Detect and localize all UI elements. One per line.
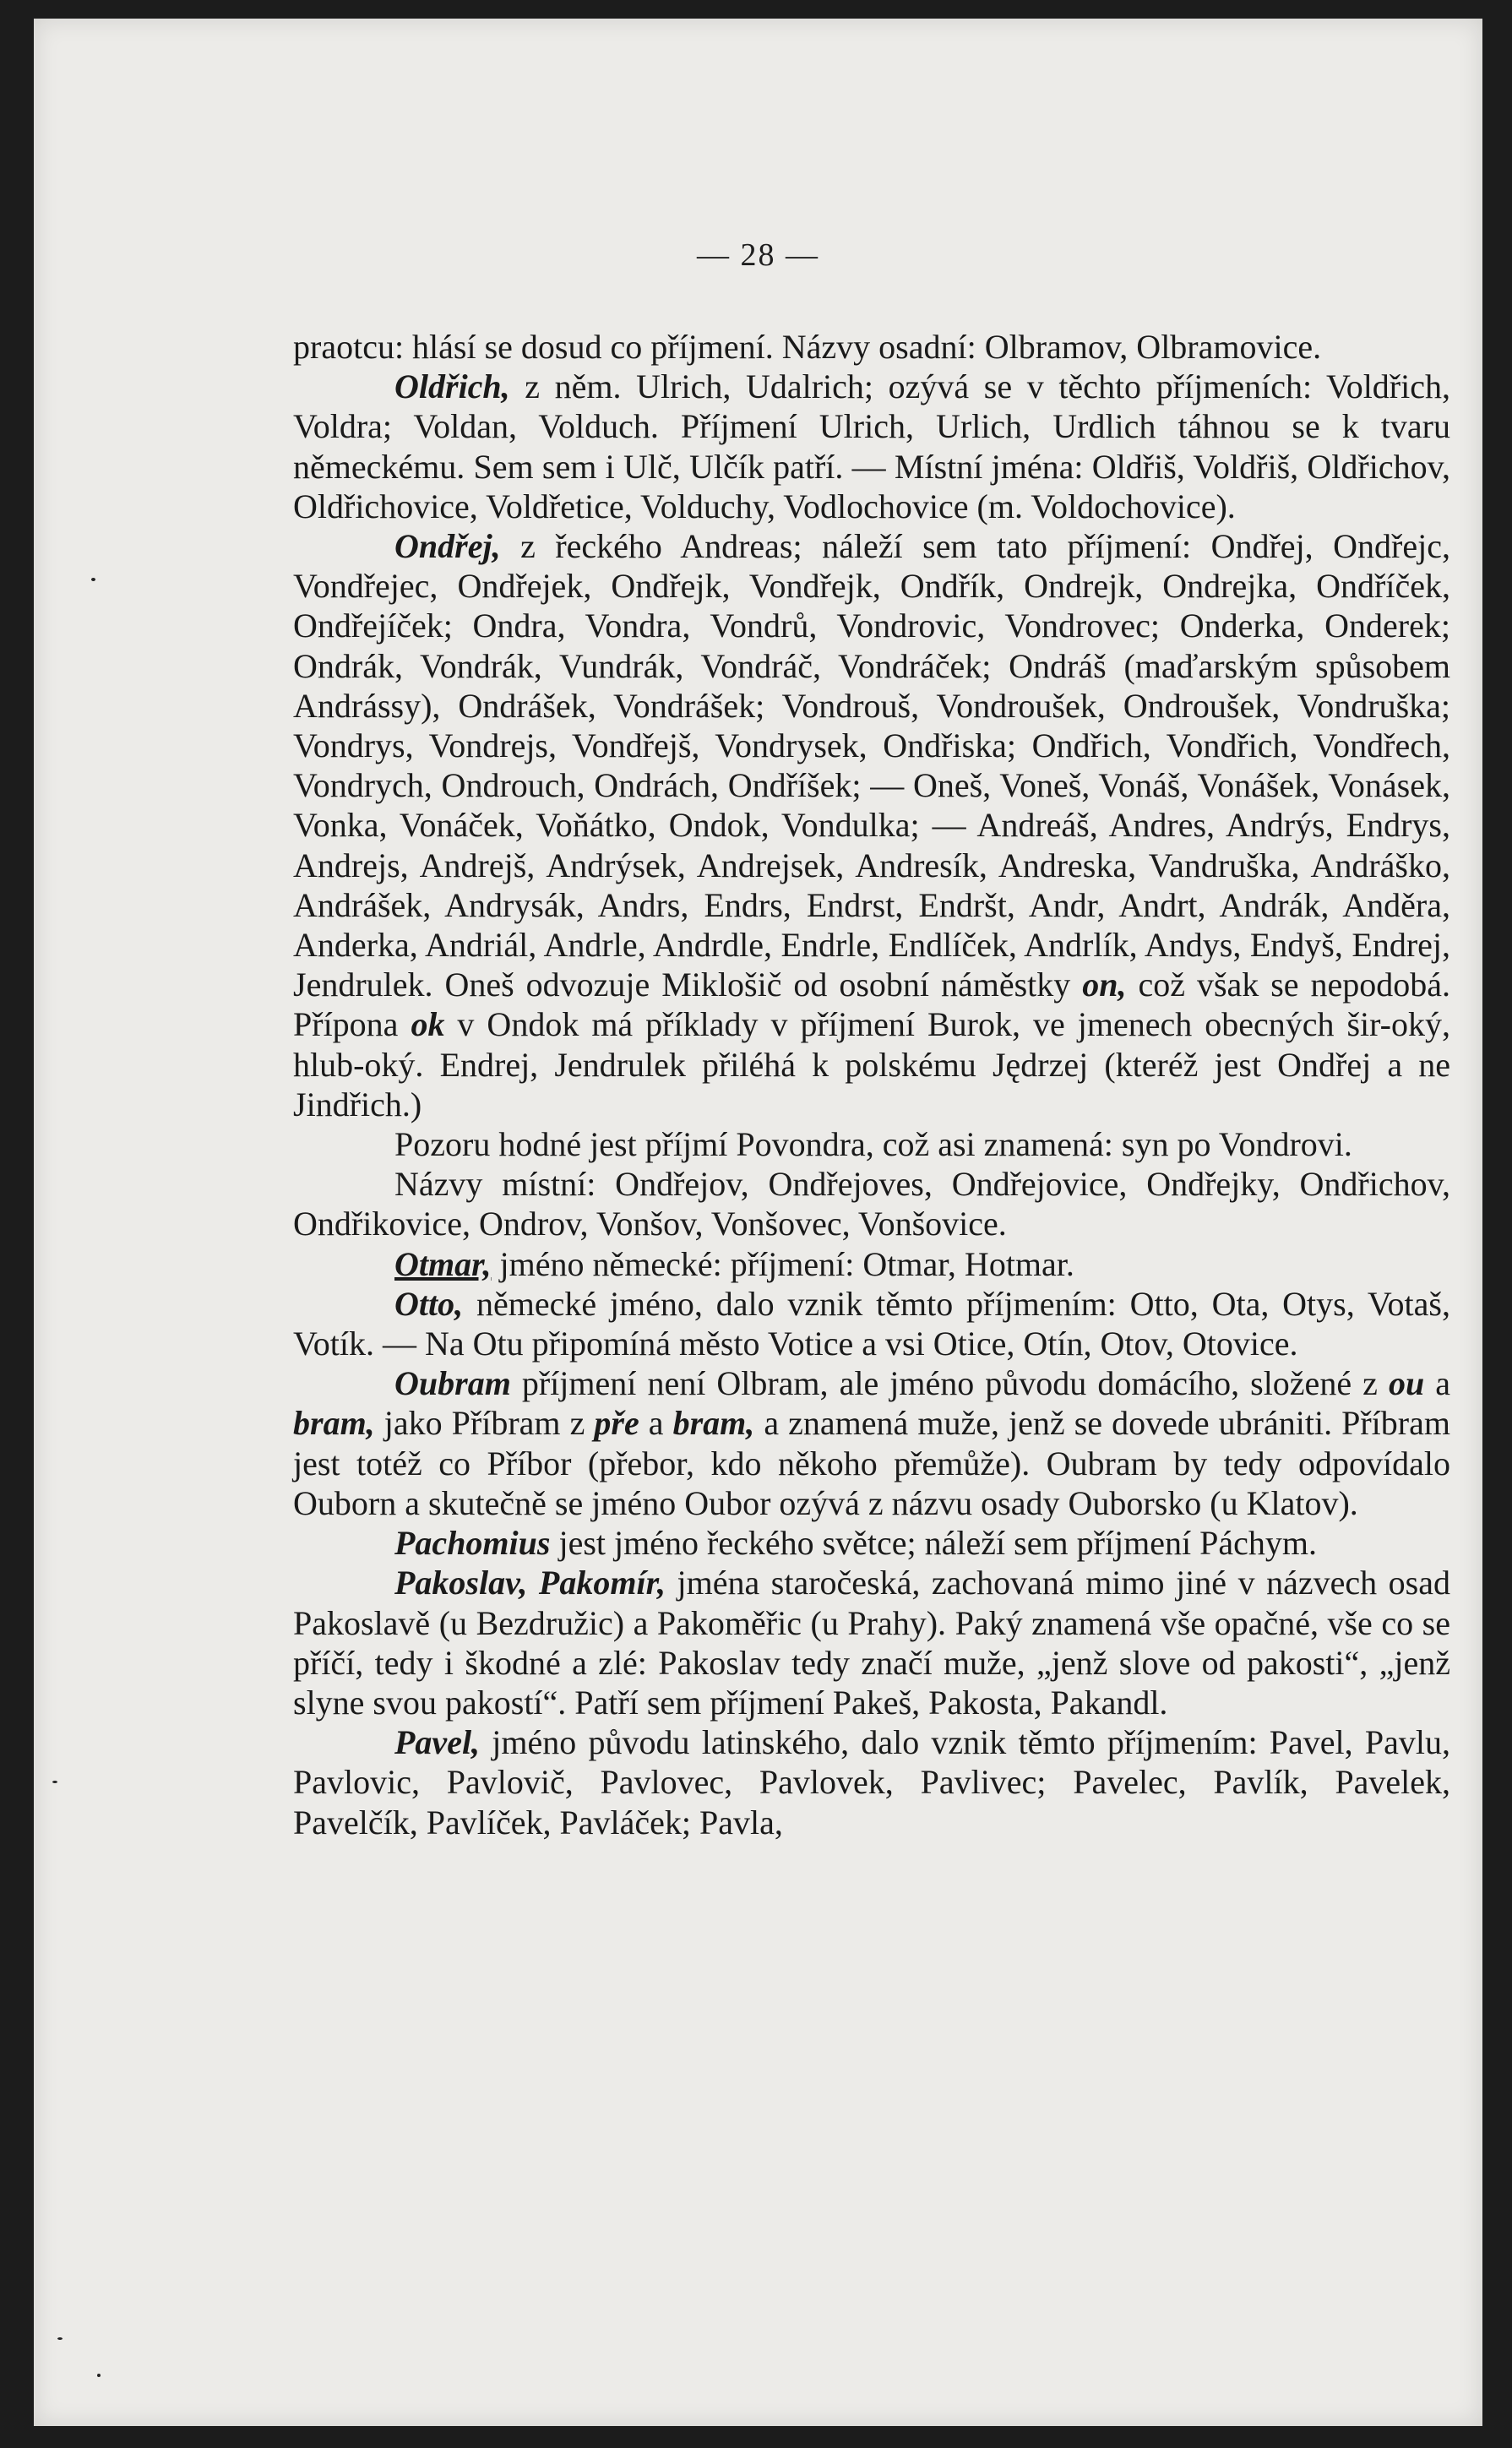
paragraph-povondra — [293, 1124, 1450, 1164]
entry-term: Pavel, — [394, 1723, 481, 1762]
entry-term: bram, — [672, 1404, 755, 1443]
text-run: a — [1424, 1364, 1450, 1403]
text-run: v Ondok má příklady v příjmení Burok, ve jmenech obecných šir-oký, hlub-oký. Endrej, Jendrulek přiléhá k polskému Jędrzej (kteréž jest Ondřej a ne Jindřich.) — [293, 1005, 1450, 1123]
entry-term: Pachomius — [394, 1524, 551, 1563]
text-run: Názvy místní: Ondřejov, Ondřejoves, Ondřejovice, Ondřejky, Ondřichov, Ondřikovice, Ondrov, Vonšov, Vonšovec, Vonšovice. — [293, 1165, 1450, 1243]
entry-term: bram, — [293, 1404, 375, 1443]
paragraph-otmar — [293, 1244, 1450, 1284]
text-run: jméno německé: příjmení: Otmar, Hotmar. — [491, 1244, 1074, 1283]
entry-term: Otto, — [394, 1284, 464, 1323]
text-run: což však se nepodobá. Přípona — [293, 966, 1451, 1044]
paragraph-pachomius — [293, 1523, 1450, 1563]
text-run: z něm. Ulrich, Udalrich; ozývá se v těchto příjmeních: Voldřich, Voldra; Voldan, Volduch. Příjmení Ulrich, Urlich, Urdlich táhnou se k tvaru německému. Sem sem i Ulč, Ulčík patří. — Místní jména: Oldřiš, Voldřiš, Oldřichov, Oldřichovice, Voldřetice, Volduchy, Vodlochovice (m. Voldochovice). — [293, 367, 1450, 525]
paragraph-pakoslav — [293, 1563, 1450, 1722]
text-run: jméno původu latinského, dalo vznik těmto příjmením: Pavel, Pavlu, Pavlovic, Pavlovič, Pavlovec, Pavlovek, Pavlivec; Pavelec, Pavlík, Pavelek, Pavelčík, Pavlíček, Pavláček; Pavla, — [293, 1723, 1450, 1841]
document-page — [34, 19, 1482, 2426]
text-run: a — [639, 1404, 673, 1443]
text-run: jména staročeská, zachovaná mimo jiné v názvech osad Pakoslavě (u Bezdružic) a Pakoměřic (u Prahy). Paký znamená vše opačné, vše co se příčí, tedy i škodné a zlé: Pakoslav tedy značí muže, „jenž slove od pakosti“, „jenž slyne svou pakostí“. Patří sem příjmení Pakeš, Pakosta, Pakandl. — [293, 1564, 1451, 1722]
entry-term: Oubram — [394, 1364, 511, 1403]
entry-term: on, — [1082, 966, 1127, 1004]
paragraph-oldrich — [293, 367, 1450, 526]
text-run: příjmení není Olbram, ale jméno původu domácího, složené z — [510, 1364, 1389, 1403]
entry-term: Oldřich, — [394, 367, 510, 406]
text-run: praotcu: hlásí se dosud co příjmení. Názvy osadní: Olbramov, Olbramovice. — [293, 328, 1322, 366]
paragraph-nazvy-mistni — [293, 1164, 1450, 1243]
paragraph-pavel — [293, 1722, 1450, 1842]
entry-term: ok — [411, 1005, 445, 1044]
text-run: jako Příbram z — [374, 1404, 595, 1443]
body-text — [293, 327, 1450, 1842]
text-run: německé jméno, dalo vznik těmto příjmením: Otto, Ota, Otys, Votaš, Votík. — Na Otu připomíná město Votice a vsi Otice, Otín, Otov, Otovice. — [293, 1284, 1450, 1363]
paragraph-ondrej — [293, 526, 1450, 1124]
page-number: — 28 — — [697, 237, 819, 273]
text-run: Pozoru hodné jest příjmí Povondra, což asi znamená: syn po Vondrovi. — [394, 1125, 1352, 1164]
entry-term: Pakoslav, Pakomír, — [394, 1564, 666, 1602]
entry-term: ou — [1388, 1364, 1425, 1403]
text-run: z řeckého Andreas; náleží sem tato příjmení: Ondřej, Ondřejc, Vondřejec, Ondřejek, Ondřejk, Vondřejk, Ondřík, Ondrejk, Ondrejka, Ondříček, Ondřejíček; Ondra, Vondra, Vondrů, Vondrovic, Vondrovec; Onderka, Onderek; Ondrák, Vondrák, Vundrák, Vondráč, Vondráček; Ondráš (maďarským spůsobem Andrássy), Ondrášek, Vondrášek; Vondrouš, Vondroušek, Ondroušek, Vondruška; Vondrys, Vondrejs, Vondřejš, Vondrysek, Ondřiska; Ondřich, Vondřich, Vondřech, Vondrych, Ondrouch, Ondrách, Ondříšek; — Oneš, Voneš, Vonáš, Vonášek, Vonásek, Vonka, Vonáček, Voňátko, Ondok, Vondulka; — Andreáš, Andres, Andrýs, Endrys, Andrejs, Andrejš, Andrýsek, Andrejsek, Andresík, Andreska, Vandruška, Andráško, Andrášek, Andrysák, Andrs, Endrs, Endrst, Endršt, Andr, Andrt, Andrák, Anděra, Anderka, Andriál, Andrle, Andrdle, Endrle, Endlíček, Andrlík, Andys, Endyš, Endrej, Jendrulek. Oneš odvozuje Miklošič od osobní náměstky — [293, 527, 1450, 1004]
text-run: a znamená muže, jenž se dovede ubrániti. Příbram jest totéž co Příbor (přebor, kdo někoho přemůže). Oubram by tedy odpovídalo Ouborn a skutečně se jméno Oubor ozývá z názvu osady Ouborsko (u Klatov). — [293, 1404, 1450, 1522]
entry-term: Otmar, — [394, 1244, 492, 1283]
entry-term: Ondřej, — [394, 527, 501, 566]
paragraph — [293, 327, 1450, 367]
paragraph-oubram — [293, 1363, 1450, 1523]
entry-term: pře — [594, 1404, 639, 1443]
text-run: jest jméno řeckého světce; náleží sem příjmení Páchym. — [550, 1524, 1317, 1563]
paragraph-otto — [293, 1284, 1450, 1363]
